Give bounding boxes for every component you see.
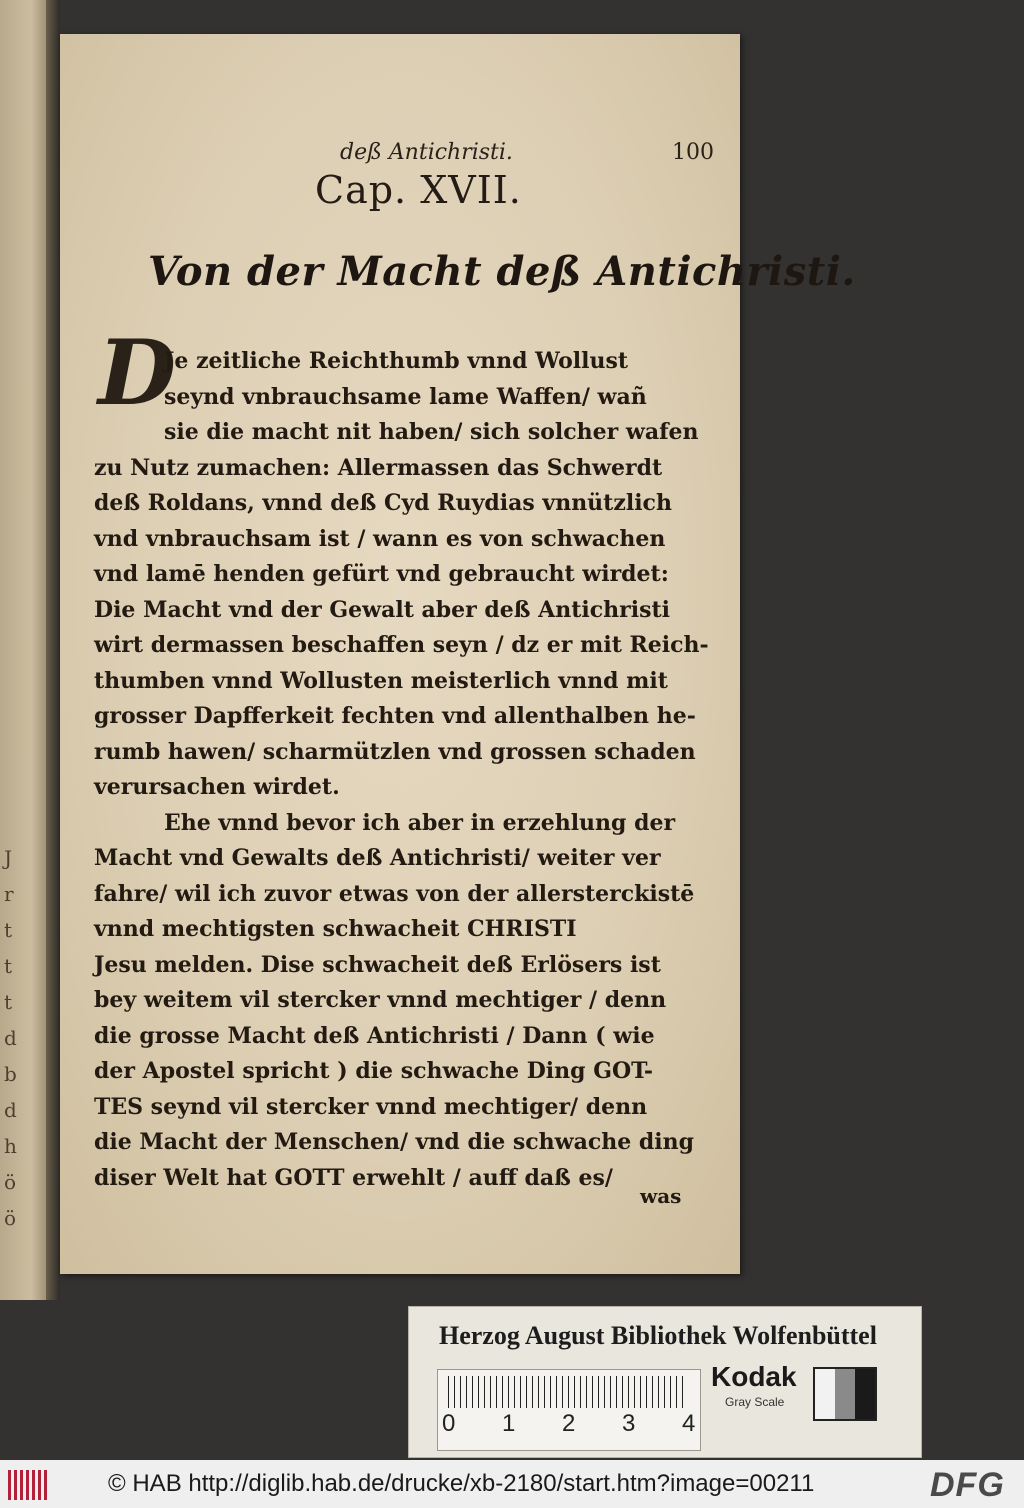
text-line: verursachen wirdet. xyxy=(94,774,340,800)
kodak-logo: Kodak xyxy=(711,1361,797,1392)
ruler-ticks xyxy=(448,1376,688,1408)
decorated-initial: D xyxy=(98,320,177,426)
text-line: Macht vnd Gewalts deß Antichristi/ weiter ver xyxy=(94,845,661,871)
text-line: sie die macht nit haben/ sich solcher wafen xyxy=(164,419,699,445)
scale-ruler xyxy=(437,1369,701,1451)
gray-scale-label: Gray Scale xyxy=(725,1395,785,1409)
ruler-number: 1 xyxy=(502,1410,516,1437)
chapter-number: Cap. XVII. xyxy=(315,168,522,212)
chapter-heading: Von der Macht deß Antichristi. xyxy=(148,248,856,295)
barcode-icon xyxy=(8,1470,48,1500)
dfg-logo: DFG xyxy=(930,1466,1005,1504)
text-line: der Apostel spricht ) die schwache Ding GOT- xyxy=(94,1058,654,1084)
body-text xyxy=(94,344,714,1196)
text-line: die grosse Macht deß Antichristi / Dann ( wie xyxy=(94,1022,655,1049)
text-line: diser Welt hat GOTT erwehlt / auff daß es/ xyxy=(94,1164,613,1191)
text-line: wirt dermassen beschaffen seyn / dz er mit Reich- xyxy=(94,632,709,658)
text-line: Die Macht vnd der Gewalt aber deß Antichristi xyxy=(94,596,670,623)
folio-number: 100 xyxy=(672,140,714,165)
text-line: TES seynd vil stercker vnnd mechtiger/ denn xyxy=(94,1093,648,1120)
catchword: was xyxy=(640,1184,682,1208)
ruler-number: 4 xyxy=(682,1410,696,1437)
ruler-number: 3 xyxy=(622,1410,636,1437)
previous-page-margin-text: J r t t t d b d h ö ö xyxy=(4,846,17,1230)
text-line: rumb hawen/ scharmützlen vnd grossen schaden xyxy=(94,738,696,765)
text-line: fahre/ wil ich zuvor etwas von der allersterckistē xyxy=(94,880,695,907)
ruler-number: 0 xyxy=(442,1410,456,1437)
text-line: Jesu melden. Dise schwacheit deß Erlösers ist xyxy=(94,951,661,978)
text-line: vnd lamē henden gefürt vnd gebraucht wirdet: xyxy=(94,561,669,587)
footer-bar xyxy=(0,1460,1024,1508)
text-line: die Macht der Menschen/ vnd die schwache ding xyxy=(94,1129,695,1155)
text-line: zu Nutz zumachen: Allermassen das Schwerdt xyxy=(94,454,663,481)
text-line: thumben vnnd Wollusten meisterlich vnnd mit xyxy=(94,667,668,694)
text-line: Je zeitliche Reichthumb vnnd Wollust xyxy=(164,348,628,374)
text-line: vnd vnbrauchsam ist / wann es von schwachen xyxy=(94,525,666,552)
text-line: Ehe vnnd bevor ich aber in erzehlung der xyxy=(164,809,676,836)
text-line: grosser Dapfferkeit fechten vnd allenthalben he- xyxy=(94,703,696,729)
running-head: deß Antichristi. xyxy=(340,140,513,165)
gray-scale-patch xyxy=(813,1367,877,1421)
binding-gutter xyxy=(46,0,60,1300)
text-line: bey weitem vil stercker vnnd mechtiger / denn xyxy=(94,987,667,1013)
text-line: deß Roldans, vnnd deß Cyd Ruydias vnnützlich xyxy=(94,490,672,516)
library-color-label xyxy=(408,1306,922,1458)
library-label-title: Herzog August Bibliothek Wolfenbüttel xyxy=(439,1321,877,1350)
ruler-number: 2 xyxy=(562,1410,576,1437)
text-line: vnnd mechtigsten schwacheit CHRISTI xyxy=(94,916,577,942)
footer-source-link[interactable]: © HAB http://diglib.hab.de/drucke/xb-2180/start.htm?image=00211 xyxy=(108,1470,815,1497)
text-line: seynd vnbrauchsame lame Waffen/ wañ xyxy=(164,383,647,410)
